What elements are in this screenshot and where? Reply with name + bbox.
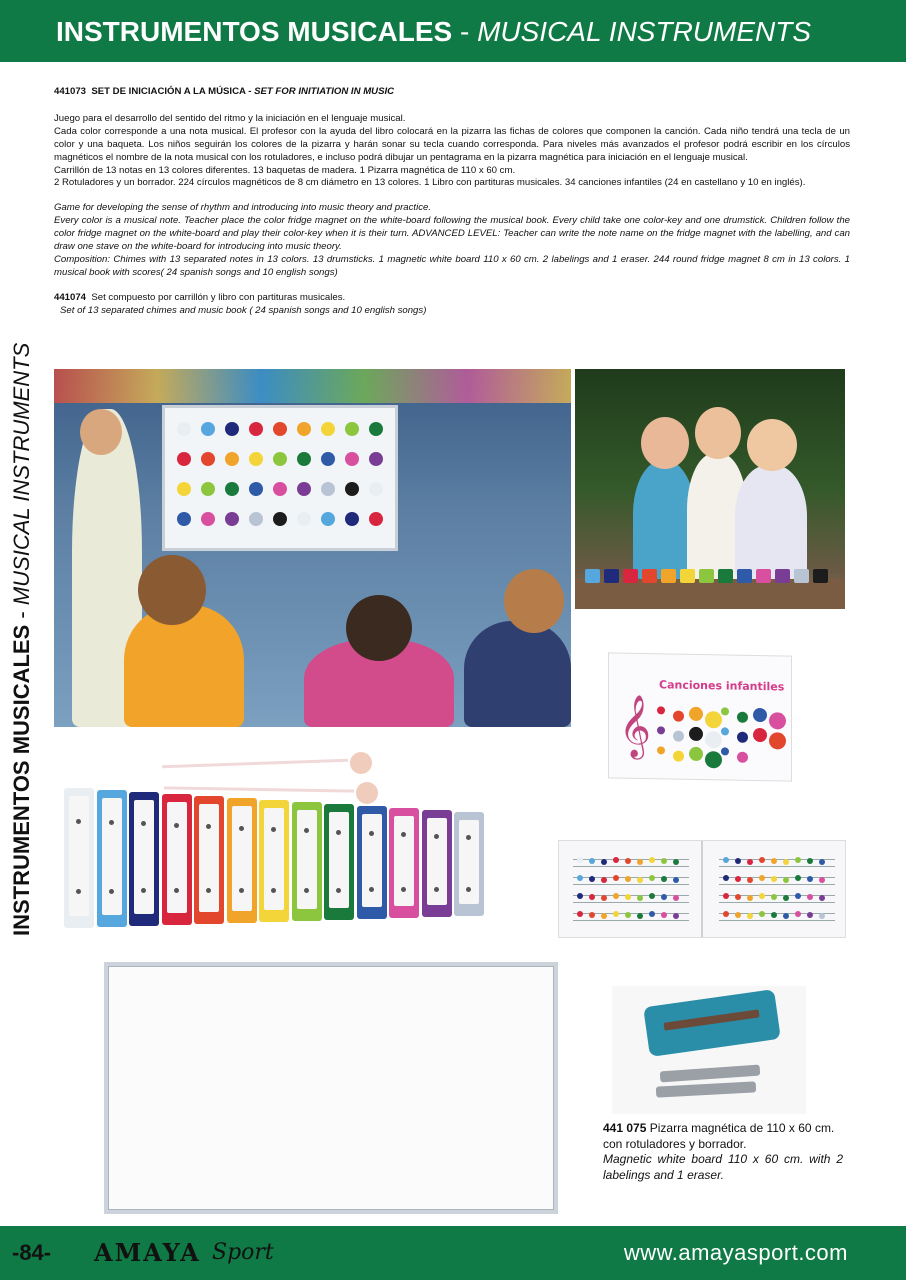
item1-desc-es-line: Cada color corresponde a una nota musical. El profesor con la ayuda del libro colocará en la pizarra las fichas de colores que componen la canción. Cada niño tendrá una tecla de un color y una baqueta. Los niños seguirán los colores de la pizarra y harán sonar su tecla cuando corresponda. Para niveles más avanzados el profesor podrá escribir en los círculos magnéticos el nombre de la nota musical con los rotuladores, e incluso podrá dibujar un pentagrama en la pizarra magnética para iniciación en el lenguaje musical. xyxy=(54,125,850,163)
note-dot xyxy=(771,912,777,918)
classroom-whiteboard xyxy=(162,405,398,551)
note-dot xyxy=(771,858,777,864)
chime-plate xyxy=(69,796,89,916)
chime-key xyxy=(756,569,771,583)
note-dot xyxy=(795,875,801,881)
chime-bar xyxy=(324,804,354,920)
product-description xyxy=(54,86,850,318)
magnet-dot xyxy=(201,422,215,436)
item1-desc-es xyxy=(54,113,850,190)
open-songbook-photo xyxy=(558,840,846,938)
chime-screw xyxy=(109,820,114,825)
note-dot xyxy=(649,893,655,899)
chime-screw xyxy=(466,887,471,892)
magnet-dot xyxy=(177,482,191,496)
note-dot xyxy=(625,876,631,882)
note-dot xyxy=(625,912,631,918)
cover-dot xyxy=(705,711,722,728)
cover-dot xyxy=(689,747,703,761)
child-head xyxy=(695,407,741,459)
child-head xyxy=(138,555,206,625)
item3-desc-es: Pizarra magnética de 110 x 60 cm. con rotuladores y borrador. xyxy=(603,1121,835,1151)
note-dot xyxy=(601,895,607,901)
note-dot xyxy=(649,911,655,917)
side-label-separator: - xyxy=(9,605,34,625)
header-title-es: INSTRUMENTOS MUSICALES xyxy=(56,16,453,47)
note-dot xyxy=(577,875,583,881)
note-dot xyxy=(759,893,765,899)
note-dot xyxy=(613,875,619,881)
chime-key xyxy=(718,569,733,583)
note-dot xyxy=(747,877,753,883)
chime-key xyxy=(680,569,695,583)
magnet-dot xyxy=(345,422,359,436)
classroom-photo xyxy=(54,369,571,727)
magnet-dot xyxy=(225,422,239,436)
item1-desc-es-line: Carrillón de 13 notas en 13 colores diferentes. 13 baquetas de madera. 1 Pizarra magnética de 110 x 60 cm. xyxy=(54,164,516,176)
item1-desc-en-line: Every color is a musical note. Teacher place the color fridge magnet on the white-board following the musical book. Every child take one color-key and one drumstick. Children follow the color fridge magnet on the white-board and play their color-key when it is their turn. ADVANCED LEVEL: Teacher can write the note name on the fridge magnet with the labelling, and can draw one stave on the white-board for introducing into music theory. xyxy=(54,215,850,253)
magnet-dot xyxy=(249,422,263,436)
note-dot xyxy=(673,895,679,901)
child-figure xyxy=(735,465,807,579)
note-dot xyxy=(601,913,607,919)
item1-desc-es-line: 2 Rotuladores y un borrador. 224 círculos magnéticos de 8 cm diámetro en 13 colores. 1 Libro con partituras musicales. 34 canciones infantiles (24 en castellano y 10 en inglés). xyxy=(54,177,806,189)
note-dot xyxy=(723,893,729,899)
note-dot xyxy=(577,857,583,863)
chime-screw xyxy=(401,887,406,892)
chime-screw xyxy=(174,823,179,828)
cover-dot xyxy=(657,706,665,714)
chime-plate xyxy=(232,806,252,911)
note-dot xyxy=(819,877,825,883)
chime-bar xyxy=(292,802,322,921)
header-title xyxy=(56,16,811,48)
note-dot xyxy=(589,858,595,864)
chime-bar xyxy=(194,796,224,924)
item2-desc-en: Set of 13 separated chimes and music book ( 24 spanish songs and 10 english songs) xyxy=(60,304,427,316)
item2-desc-es: Set compuesto por carrillón y libro con partituras musicales. xyxy=(91,291,346,303)
note-dot xyxy=(577,911,583,917)
note-dot xyxy=(759,911,765,917)
note-dot xyxy=(589,876,595,882)
chime-screw xyxy=(466,835,471,840)
chime-key xyxy=(585,569,600,583)
side-label-es: INSTRUMENTOS MUSICALES xyxy=(9,624,34,936)
chime-screw xyxy=(304,828,309,833)
cover-dot xyxy=(737,732,748,743)
note-dot xyxy=(807,858,813,864)
treble-clef-icon: 𝄞 xyxy=(619,693,651,758)
cover-dot xyxy=(673,731,684,742)
note-dot xyxy=(661,912,667,918)
item3-desc-en: Magnetic white board 110 x 60 cm. with 2 labelings and 1 eraser. xyxy=(603,1152,843,1182)
note-dot xyxy=(783,877,789,883)
cover-dot xyxy=(753,708,767,722)
chime-key xyxy=(813,569,828,583)
brand-logo: AMAYA xyxy=(94,1238,201,1267)
music-staves xyxy=(559,841,845,937)
magnet-dot xyxy=(345,482,359,496)
item1-title-es: SET DE INICIACIÓN A LA MÚSICA xyxy=(91,86,246,97)
chime-key xyxy=(794,569,809,583)
note-dot xyxy=(723,911,729,917)
magnet-dot xyxy=(297,482,311,496)
note-dot xyxy=(723,857,729,863)
magnet-dot xyxy=(201,452,215,466)
website-url[interactable]: www.amayasport.com xyxy=(623,1240,848,1265)
cover-dot xyxy=(705,731,722,748)
note-dot xyxy=(735,912,741,918)
magnet-dot xyxy=(225,452,239,466)
header-title-en: MUSICAL INSTRUMENTS xyxy=(477,16,812,47)
note-dot xyxy=(783,859,789,865)
songbook-cover-photo xyxy=(608,652,792,781)
magnet-dot xyxy=(297,422,311,436)
chime-screw xyxy=(239,888,244,893)
chime-screw xyxy=(174,888,179,893)
whiteboard-caption xyxy=(603,1121,843,1183)
magnet-dot xyxy=(345,452,359,466)
note-dot xyxy=(795,857,801,863)
chime-screw xyxy=(336,888,341,893)
chimes-photo xyxy=(60,752,510,942)
note-dot xyxy=(735,858,741,864)
chime-screw xyxy=(109,889,114,894)
item1-code: 441073 xyxy=(54,86,87,97)
item1-desc-en-line: Composition: Chimes with 13 separated notes in 13 colors. 13 drumsticks. 1 magnetic white board 110 x 60 cm. 2 labelings and 1 eraser. 244 round fridge magnet 8 cm in 13 colors. 1 musical book with scores( 24 spanish songs and 10 english songs) xyxy=(54,253,850,278)
chime-bar xyxy=(389,808,419,918)
chime-screw xyxy=(401,832,406,837)
magnetic-whiteboard-photo xyxy=(104,962,558,1214)
item1-heading xyxy=(54,86,850,99)
note-dot xyxy=(795,893,801,899)
cover-dot xyxy=(705,751,722,768)
child-figure xyxy=(633,461,695,579)
magnet-dot xyxy=(177,452,191,466)
cover-dot xyxy=(721,727,729,735)
note-dot xyxy=(807,894,813,900)
note-dot xyxy=(637,859,643,865)
side-label xyxy=(2,342,42,936)
chime-screw xyxy=(336,830,341,835)
magnet-dot xyxy=(369,452,383,466)
note-dot xyxy=(783,913,789,919)
chime-screw xyxy=(304,888,309,893)
chime-bar xyxy=(129,792,159,926)
note-dot xyxy=(637,877,643,883)
child-head xyxy=(504,569,564,633)
note-dot xyxy=(613,857,619,863)
chimes-on-table xyxy=(585,569,835,585)
cover-dot xyxy=(657,746,665,754)
side-label-en: MUSICAL INSTRUMENTS xyxy=(9,342,34,606)
eraser-felt xyxy=(663,1009,759,1030)
note-dot xyxy=(747,859,753,865)
note-dot xyxy=(819,913,825,919)
chime-key xyxy=(623,569,638,583)
brand-logo-script: Sport xyxy=(212,1240,274,1265)
songbook-title: Canciones infantiles xyxy=(659,678,785,694)
magnet-dot xyxy=(249,512,263,526)
chime-screw xyxy=(239,826,244,831)
cover-dot xyxy=(753,728,767,742)
note-dot xyxy=(637,895,643,901)
chime-screw xyxy=(206,888,211,893)
chime-screw xyxy=(271,888,276,893)
chime-plate xyxy=(297,810,317,909)
magnet-dot xyxy=(369,512,383,526)
page-header xyxy=(0,0,906,62)
header-separator: - xyxy=(452,16,478,47)
item2-block xyxy=(54,292,850,318)
magnet-dot xyxy=(321,452,335,466)
note-dot xyxy=(661,894,667,900)
page-footer xyxy=(0,1226,906,1280)
cover-dot xyxy=(769,732,786,749)
item3-code: 441 075 xyxy=(603,1121,647,1135)
note-dot xyxy=(589,894,595,900)
chime-screw xyxy=(369,831,374,836)
magnet-dot xyxy=(249,452,263,466)
note-dot xyxy=(661,876,667,882)
magnet-dot xyxy=(297,452,311,466)
note-dot xyxy=(625,858,631,864)
chime-key xyxy=(642,569,657,583)
marker xyxy=(660,1065,761,1083)
note-dot xyxy=(673,913,679,919)
chime-bar xyxy=(454,812,484,916)
item2-code: 441074 xyxy=(54,291,87,303)
magnet-dot xyxy=(345,512,359,526)
note-dot xyxy=(747,913,753,919)
note-dot xyxy=(795,911,801,917)
note-dot xyxy=(613,893,619,899)
chime-key xyxy=(604,569,619,583)
cover-dot xyxy=(657,726,665,734)
chime-screw xyxy=(369,887,374,892)
item2-line-es xyxy=(54,292,850,305)
chime-screw xyxy=(434,834,439,839)
chime-screw xyxy=(206,824,211,829)
chime-screw xyxy=(76,889,81,894)
child-head xyxy=(641,417,689,469)
item1-title-en: SET FOR INITIATION IN MUSIC xyxy=(254,86,395,97)
note-dot xyxy=(673,859,679,865)
chime-bar xyxy=(97,790,127,927)
chime-bar xyxy=(162,794,192,925)
chime-bar xyxy=(227,798,257,923)
magnet-dot xyxy=(201,512,215,526)
magnet-dot xyxy=(321,422,335,436)
mallet-head xyxy=(356,782,378,804)
magnet-dot xyxy=(201,482,215,496)
chime-key xyxy=(699,569,714,583)
note-dot xyxy=(601,877,607,883)
chime-plate xyxy=(167,802,187,913)
note-dot xyxy=(577,893,583,899)
chime-screw xyxy=(76,819,81,824)
item1-desc-es-line: Juego para el desarrollo del sentido del ritmo y la iniciación en el lenguaje musical. xyxy=(54,112,406,124)
cover-dot xyxy=(689,707,703,721)
page-number: -84- xyxy=(12,1240,52,1265)
chime-plate xyxy=(199,804,219,912)
chime-screw xyxy=(434,887,439,892)
chime-plate xyxy=(264,808,284,910)
chime-bar xyxy=(357,806,387,919)
note-dot xyxy=(747,895,753,901)
note-dot xyxy=(759,857,765,863)
children-playing-photo xyxy=(575,369,845,609)
item1-desc-en xyxy=(54,202,850,279)
item1-title-sep: - xyxy=(245,86,255,97)
chime-plate xyxy=(134,800,154,914)
magnet-dot xyxy=(225,512,239,526)
magnet-dot xyxy=(369,482,383,496)
magnet-dot xyxy=(297,512,311,526)
note-dot xyxy=(735,894,741,900)
cover-dot xyxy=(769,712,786,729)
note-dot xyxy=(723,875,729,881)
chime-key xyxy=(775,569,790,583)
magnet-dot xyxy=(225,482,239,496)
note-dot xyxy=(661,858,667,864)
child-figure xyxy=(124,605,244,727)
magnet-dot xyxy=(273,482,287,496)
marker xyxy=(656,1081,756,1097)
magnet-dot xyxy=(369,422,383,436)
item3-line-es xyxy=(603,1121,843,1152)
note-dot xyxy=(589,912,595,918)
note-dot xyxy=(649,857,655,863)
mallet-head xyxy=(350,752,372,774)
note-dot xyxy=(735,876,741,882)
classroom-banner xyxy=(54,369,571,403)
note-dot xyxy=(807,912,813,918)
cover-dot xyxy=(737,712,748,723)
note-dot xyxy=(771,876,777,882)
child-head xyxy=(346,595,412,661)
note-dot xyxy=(625,894,631,900)
magnet-dot xyxy=(177,422,191,436)
cover-dot xyxy=(721,747,729,755)
cover-dot xyxy=(673,751,684,762)
note-dot xyxy=(601,859,607,865)
note-dot xyxy=(637,913,643,919)
chime-bar xyxy=(422,810,452,917)
chime-key xyxy=(737,569,752,583)
chime-plate xyxy=(329,812,349,908)
chime-bar xyxy=(64,788,94,928)
child-head xyxy=(747,419,797,471)
note-dot xyxy=(771,894,777,900)
chime-screw xyxy=(271,827,276,832)
chime-key xyxy=(661,569,676,583)
note-dot xyxy=(649,875,655,881)
magnet-dot xyxy=(249,482,263,496)
magnet-dot xyxy=(177,512,191,526)
note-dot xyxy=(807,876,813,882)
note-dot xyxy=(783,895,789,901)
note-dot xyxy=(673,877,679,883)
chime-plate xyxy=(102,798,122,915)
mallet-stick xyxy=(164,786,354,792)
cover-dot xyxy=(673,711,684,722)
chime-screw xyxy=(141,888,146,893)
cover-dot xyxy=(689,727,703,741)
magnet-dot xyxy=(321,482,335,496)
note-dot xyxy=(759,875,765,881)
magnet-dot xyxy=(273,452,287,466)
chime-plate xyxy=(362,814,382,907)
magnet-dot xyxy=(273,512,287,526)
chime-plate xyxy=(394,816,414,906)
cover-dot xyxy=(721,707,729,715)
cover-dot xyxy=(737,752,748,763)
item1-desc-en-line: Game for developing the sense of rhythm and introducing into music theory and practice. xyxy=(54,202,432,214)
eraser xyxy=(643,989,781,1057)
songbook-dots xyxy=(649,700,789,776)
note-dot xyxy=(613,911,619,917)
child-figure xyxy=(464,621,571,727)
mallet-stick xyxy=(162,759,348,768)
note-dot xyxy=(819,895,825,901)
magnet-dot xyxy=(321,512,335,526)
chime-screw xyxy=(141,821,146,826)
chime-bar xyxy=(259,800,289,922)
magnet-dot xyxy=(273,422,287,436)
note-dot xyxy=(819,859,825,865)
teacher-head xyxy=(80,409,122,455)
eraser-markers-photo xyxy=(612,986,806,1114)
